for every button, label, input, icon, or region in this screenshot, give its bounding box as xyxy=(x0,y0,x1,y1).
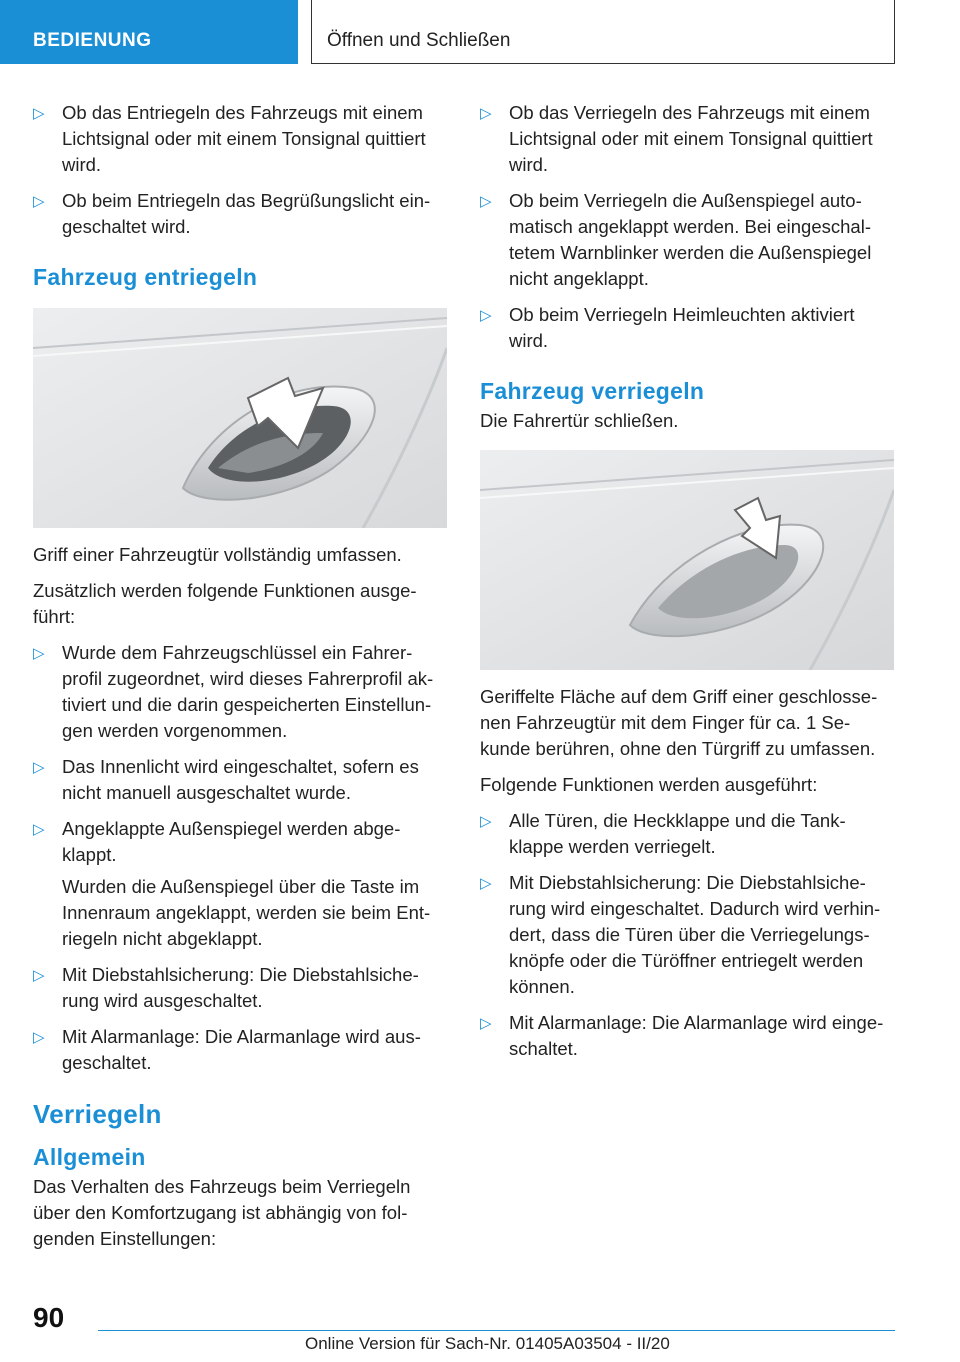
section-tab xyxy=(0,0,298,64)
triangle-right-icon: ▷ xyxy=(480,307,492,324)
paragraph: Zusätzlich werden folgende Funktionen ausge-führt: xyxy=(33,580,417,627)
triangle-right-icon: ▷ xyxy=(33,967,45,984)
triangle-right-icon: ▷ xyxy=(480,813,492,830)
right-column xyxy=(480,100,896,1072)
list-item: ▷ Mit Diebstahlsicherung: Die Diebstahlsiche-rung wird eingeschaltet. Dadurch wird verhin-dert, dass die Türen über die Verriegelungs-knöpfe oder die Türöffner entriegelt werden können. xyxy=(480,872,881,997)
heading-unlock-vehicle: Fahrzeug entriegeln xyxy=(33,264,258,290)
triangle-right-icon: ▷ xyxy=(480,193,492,210)
door-handle-lock-image xyxy=(480,450,894,670)
triangle-right-icon: ▷ xyxy=(33,645,45,662)
triangle-right-icon: ▷ xyxy=(33,821,45,838)
list-item-note: Wurden die Außenspiegel über die Taste im Innenraum angeklappt, werden sie beim Ent-riegeln nicht abgeklappt. xyxy=(62,876,431,949)
triangle-right-icon: ▷ xyxy=(480,875,492,892)
section-title: BEDIENUNG xyxy=(33,30,152,51)
paragraph: Folgende Funktionen werden ausgeführt: xyxy=(480,774,818,795)
heading-lock: Verriegeln xyxy=(33,1099,162,1129)
chapter-header xyxy=(311,0,895,64)
left-column xyxy=(33,100,449,1262)
list-item: ▷ Ob beim Entriegeln das Begrüßungslicht ein-geschaltet wird. xyxy=(33,190,431,237)
list-item: ▷ Mit Alarmanlage: Die Alarmanlage wird einge-schaltet. xyxy=(480,1012,884,1059)
triangle-right-icon: ▷ xyxy=(33,105,45,122)
list-item: ▷ Ob das Verriegeln des Fahrzeugs mit einem Lichtsignal oder mit einem Tonsignal quittiert wird. xyxy=(480,102,873,175)
heading-lock-vehicle: Fahrzeug verriegeln xyxy=(480,378,705,404)
list-item: ▷ Alle Türen, die Heckklappe und die Tank-klappe werden verriegelt. xyxy=(480,810,846,857)
list-item: ▷ Ob beim Verriegeln Heimleuchten aktiviert wird. xyxy=(480,304,855,351)
paragraph: Das Verhalten des Fahrzeugs beim Verriegeln über den Komfortzugang ist abhängig von fol-genden Einstellungen: xyxy=(33,1176,411,1249)
triangle-right-icon: ▷ xyxy=(33,759,45,776)
paragraph: Geriffelte Fläche auf dem Griff einer geschlosse-nen Fahrzeugtür mit dem Finger für ca. 1 Se-kunde berühren, ohne den Türgriff zu umfassen. xyxy=(480,686,878,759)
triangle-right-icon: ▷ xyxy=(480,1015,492,1032)
list-item: ▷ Das Innenlicht wird eingeschaltet, sofern es nicht manuell ausgeschaltet wurde. xyxy=(33,756,419,803)
door-handle-unlock-image xyxy=(33,308,447,528)
paragraph: Die Fahrertür schließen. xyxy=(480,410,679,431)
paragraph: Griff einer Fahrzeugtür vollständig umfassen. xyxy=(33,544,402,565)
list-item: ▷ Mit Diebstahlsicherung: Die Diebstahlsiche-rung wird ausgeschaltet. xyxy=(33,964,419,1011)
list-item: ▷ Mit Alarmanlage: Die Alarmanlage wird aus-geschaltet. xyxy=(33,1026,421,1073)
triangle-right-icon: ▷ xyxy=(33,1029,45,1046)
footer-version-text: Online Version für Sach-Nr. 01405A03504 - II/20 xyxy=(305,1334,670,1353)
list-item: ▷ Ob das Entriegeln des Fahrzeugs mit einem Lichtsignal oder mit einem Tonsignal quittiert wird. xyxy=(33,102,426,175)
heading-general: Allgemein xyxy=(33,1144,146,1170)
footer-divider xyxy=(98,1330,895,1331)
triangle-right-icon: ▷ xyxy=(33,193,45,210)
list-item: ▷ Angeklappte Außenspiegel werden abge-klappt. xyxy=(33,818,401,865)
chapter-title: Öffnen und Schließen xyxy=(327,30,511,51)
list-item: ▷ Wurde dem Fahrzeugschlüssel ein Fahrer-profil zugeordnet, wird dieses Fahrerprofil ak-tiviert und die darin gespeicherten Einstellun-gen werden vorgenommen. xyxy=(33,642,434,741)
triangle-right-icon: ▷ xyxy=(480,105,492,122)
list-item: ▷ Ob beim Verriegeln die Außenspiegel auto-matisch angeklappt werden. Bei eingeschal-tetem Warnblinker werden die Außenspiegel nicht angeklappt. xyxy=(480,190,872,289)
page-number: 90 xyxy=(33,1302,65,1333)
